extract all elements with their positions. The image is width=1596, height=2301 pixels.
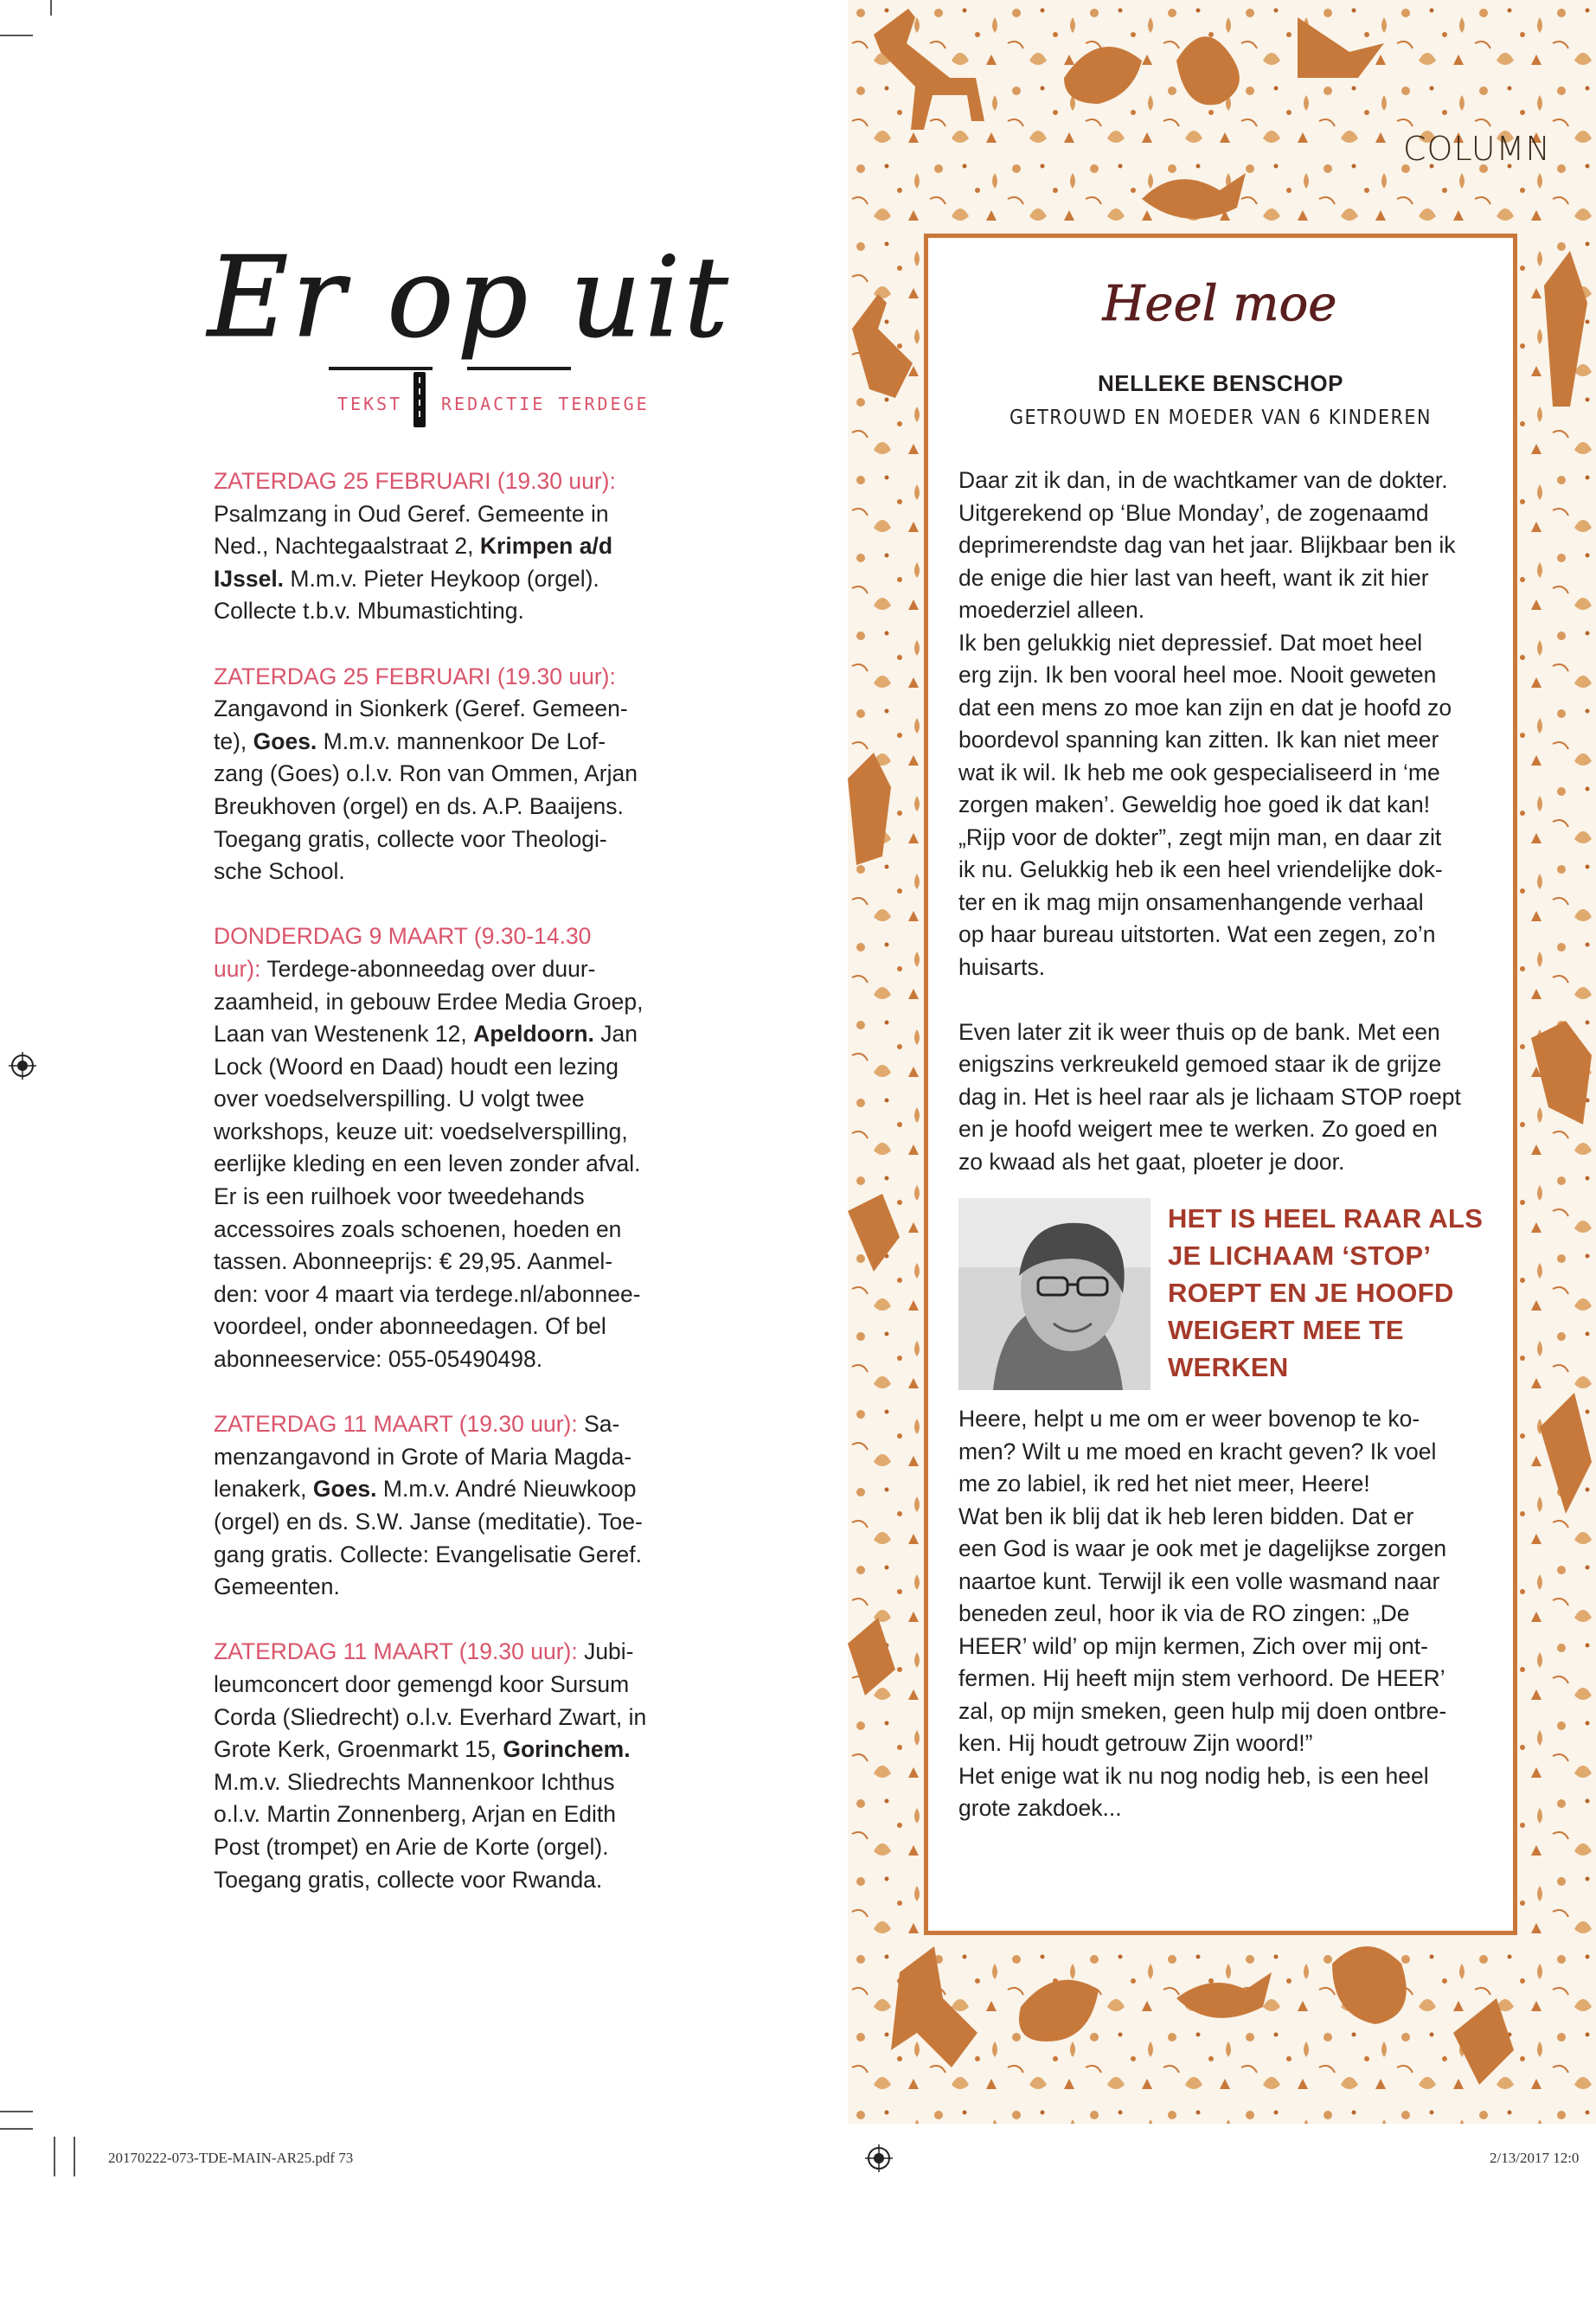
event-line: IJssel. M.m.v. Pieter Heykoop (orgel).	[214, 565, 599, 592]
body-line: Heere, helpt u me om er weer bovenop te ko-	[958, 1406, 1420, 1432]
body-line: Ik ben gelukkig niet depressief. Dat moet heel	[958, 629, 1423, 656]
event-line: Breukhoven (orgel) en ds. A.P. Baaijens.	[214, 792, 624, 819]
event-line: zaamheid, in gebouw Erdee Media Groep,	[214, 988, 644, 1015]
event-line: M.m.v. Sliedrechts Mannenkoor Ichthus	[214, 1768, 615, 1795]
event-date: DONDERDAG 9 MAART (9.30-14.30	[214, 923, 592, 950]
crop-mark	[54, 2137, 55, 2176]
event-line: lenakerk, Goes. M.m.v. André Nieuwkoop	[214, 1476, 637, 1503]
page-title-text: Er op uit	[208, 234, 732, 362]
body-line: beneden zeul, hoor ik via de RO zingen: „De	[958, 1600, 1410, 1626]
event-line: sche School.	[214, 858, 345, 885]
body-line: me zo labiel, ik red het niet meer, Heere!	[958, 1471, 1370, 1497]
event-line: leumconcert door gemengd koor Sursum	[214, 1670, 630, 1697]
author-photo	[958, 1198, 1151, 1390]
byline-label: TEKST	[337, 394, 403, 414]
event-line: Zangavond in Sionkerk (Geref. Gemeen-	[214, 695, 628, 722]
event-line: te), Goes. M.m.v. mannenkoor De Lof-	[214, 727, 606, 754]
body-line: ter en ik mag mijn onsamenhangende verhaal	[958, 888, 1424, 915]
body-line: Het enige wat ik nu nog nodig heb, is een heel	[958, 1762, 1429, 1789]
event-line: den: voor 4 maart via terdege.nl/abonnee-	[214, 1280, 641, 1307]
event-line: Corda (Sliedrecht) o.l.v. Everhard Zwart, in	[214, 1703, 647, 1730]
pull-quote	[1168, 1200, 1497, 1386]
body-line: zorgen maken’. Geweldig hoe goed ik dat kan!	[958, 792, 1431, 817]
body-line: wat ik wil. Ik heb me ook gespecialiseerd in ‘me	[958, 759, 1440, 785]
body-line: de enige die hier last van heeft, want ik zit hier	[958, 564, 1429, 591]
event-line: voordeel, onder abonneedagen. Of bel	[214, 1313, 606, 1340]
event-place: Krimpen a/d	[479, 533, 613, 560]
body-line: dat een mens zo moe kan zijn en dat je hoofd zo	[958, 694, 1452, 721]
body-line: grote zakdoek...	[958, 1795, 1122, 1821]
event-line: Grote Kerk, Groenmarkt 15, Gorinchem.	[214, 1736, 631, 1763]
column-body	[958, 465, 1486, 1178]
crop-mark	[50, 0, 52, 16]
event-line: Gemeenten.	[214, 1574, 340, 1600]
event-line: gang gratis. Collecte: Evangelisatie Geref.	[214, 1541, 642, 1567]
crop-mark	[0, 2128, 33, 2130]
crop-mark	[0, 2111, 33, 2112]
quote-line: WERKEN	[1168, 1352, 1289, 1382]
body-line: moederziel alleen.	[958, 597, 1145, 623]
event-date: ZATERDAG 25 FEBRUARI (19.30 uur):	[214, 663, 616, 689]
event-line: Ned., Nachtegaalstraat 2, Krimpen a/d	[214, 533, 613, 560]
crop-mark	[0, 35, 33, 36]
event-date: ZATERDAG 11 MAART (19.30 uur):	[214, 1638, 578, 1665]
body-line: Wat ben ik blij dat ik heb leren bidden. Dat er	[958, 1503, 1414, 1529]
event-line: Laan van Westenenk 12, Apeldoorn. Jan	[214, 1021, 638, 1048]
footer-date: 2/13/2017 12:0	[1490, 2150, 1580, 2166]
column-title	[1090, 260, 1349, 346]
event-line: ZATERDAG 11 MAART (19.30 uur): Sa-	[214, 1411, 620, 1438]
body-line: Daar zit ik dan, in de wachtkamer van de dokter.	[958, 467, 1448, 493]
section-label: COLUMN	[1403, 130, 1551, 168]
column-body-continued	[958, 1403, 1486, 1825]
event-line: menzangavond in Grote of Maria Magda-	[214, 1443, 632, 1470]
event-line: Collecte t.b.v. Mbumastichting.	[214, 598, 524, 625]
event-line: ZATERDAG 11 MAART (19.30 uur): Jubi-	[214, 1638, 634, 1665]
event-line: tassen. Abonneeprijs: € 29,95. Aanmel-	[214, 1248, 613, 1275]
registration-mark-icon	[9, 1052, 36, 1080]
body-line: naartoe kunt. Terwijl ik een volle wasmand naar	[958, 1567, 1440, 1594]
body-line: HEER’ wild’ op mijn kermen, Zich over mij ont-	[958, 1632, 1428, 1659]
body-line: boordevol spanning kan zitten. Ik kan niet meer	[958, 727, 1439, 753]
body-line: ken. Hij houdt getrouw Zijn woord!”	[958, 1730, 1313, 1756]
event-item	[214, 1408, 681, 1604]
event-item	[214, 465, 681, 628]
event-line: Toegang gratis, collecte voor Theologi-	[214, 825, 607, 852]
event-date: ZATERDAG 25 FEBRUARI (19.30 uur):	[214, 468, 616, 494]
body-line: deprimerendste dag van het jaar. Blijkbaar ben ik	[958, 532, 1456, 558]
body-line: huisarts.	[958, 953, 1046, 980]
quote-line: WEIGERT MEE TE	[1168, 1315, 1404, 1345]
event-place: Goes.	[312, 1476, 377, 1503]
event-date: uur):	[214, 955, 261, 982]
event-line: (orgel) en ds. S.W. Janse (meditatie). Toe-	[214, 1509, 643, 1535]
quote-line: ROEPT EN JE HOOFD	[1168, 1278, 1454, 1308]
event-place: Gorinchem.	[503, 1736, 631, 1763]
event-date: ZATERDAG 11 MAART (19.30 uur):	[214, 1411, 578, 1438]
event-line: Psalmzang in Oud Geref. Gemeente in	[214, 500, 609, 527]
body-line: men? Wilt u me moed en kracht geven? Ik voel	[958, 1438, 1437, 1465]
event-line: workshops, keuze uit: voedselverspilling,	[214, 1118, 628, 1144]
event-place: IJssel.	[214, 565, 285, 592]
body-line: „Rijp voor de dokter”, zegt mijn man, en daar zit	[958, 824, 1442, 850]
body-line: fermen. Hij heeft mijn stem verhoord. De HEER’	[958, 1665, 1445, 1691]
page-title	[208, 223, 732, 405]
body-line: enigszins verkreukeld gemoed staar ik de grijze	[958, 1051, 1442, 1077]
event-line: Er is een ruilhoek voor tweedehands	[214, 1183, 585, 1210]
body-line: Even later zit ik weer thuis op de bank. Met een	[958, 1018, 1440, 1045]
body-line: op haar bureau uitstorten. Wat een zegen, zo’n	[958, 921, 1436, 947]
event-place: Apeldoorn.	[473, 1021, 594, 1048]
event-item	[214, 1636, 681, 1896]
event-line: over voedselverspilling. U volgt twee	[214, 1086, 585, 1112]
event-line: zang (Goes) o.l.v. Ron van Ommen, Arjan	[214, 760, 638, 787]
body-line: Uitgerekend op ‘Blue Monday’, de zogenaamd	[958, 499, 1429, 526]
event-line: Toegang gratis, collecte voor Rwanda.	[214, 1866, 603, 1893]
byline-value: REDACTIE TERDEGE	[441, 394, 650, 414]
event-line: Lock (Woord en Daad) houdt een lezing	[214, 1053, 619, 1080]
column-title-text: Heel moe	[1102, 276, 1337, 332]
body-line: dag in. Het is heel raar als je lichaam STOP roept	[958, 1083, 1461, 1110]
event-item	[214, 920, 681, 1375]
body-line: een God is waar je ook met je dagelijkse zorgen	[958, 1535, 1447, 1561]
event-line: Post (trompet) en Arie de Korte (orgel).	[214, 1833, 609, 1860]
quote-line: HET IS HEEL RAAR ALS	[1168, 1203, 1484, 1234]
event-list	[214, 465, 681, 1929]
registration-mark-icon	[865, 2144, 893, 2172]
event-line: uur): Terdege-abonneedag over duur-	[214, 955, 596, 982]
event-line: o.l.v. Martin Zonnenberg, Arjan en Edith	[214, 1801, 616, 1828]
event-line: accessoires zoals schoenen, hoeden en	[214, 1215, 622, 1242]
body-line: zal, op mijn smeken, geen hulp mij doen ontbre-	[958, 1697, 1447, 1724]
byline	[337, 394, 666, 420]
body-line: en je hoofd weigert mee te werken. Zo goed en	[958, 1116, 1438, 1142]
event-item	[214, 661, 681, 888]
crop-mark	[74, 2137, 75, 2176]
event-line: eerlijke kleding en een leven zonder afval.	[214, 1150, 641, 1177]
body-line: zo kwaad als het gaat, ploeter je door.	[958, 1148, 1345, 1175]
event-line: abonneeservice: 055-05490498.	[214, 1346, 543, 1373]
author-description: GETROUWD EN MOEDER VAN 6 KINDEREN	[1010, 407, 1432, 429]
body-line: ik nu. Gelukkig heb ik een heel vriendelijke dok-	[958, 856, 1443, 882]
body-line: erg zijn. Ik ben vooral heel moe. Nooit geweten	[958, 662, 1437, 688]
quote-line: JE LICHAAM ‘STOP’	[1168, 1240, 1432, 1271]
footer-filename: 20170222-073-TDE-MAIN-AR25.pdf 73	[108, 2150, 354, 2166]
author-name: NELLEKE BENSCHOP	[1098, 370, 1343, 396]
event-place: Goes.	[253, 727, 317, 754]
